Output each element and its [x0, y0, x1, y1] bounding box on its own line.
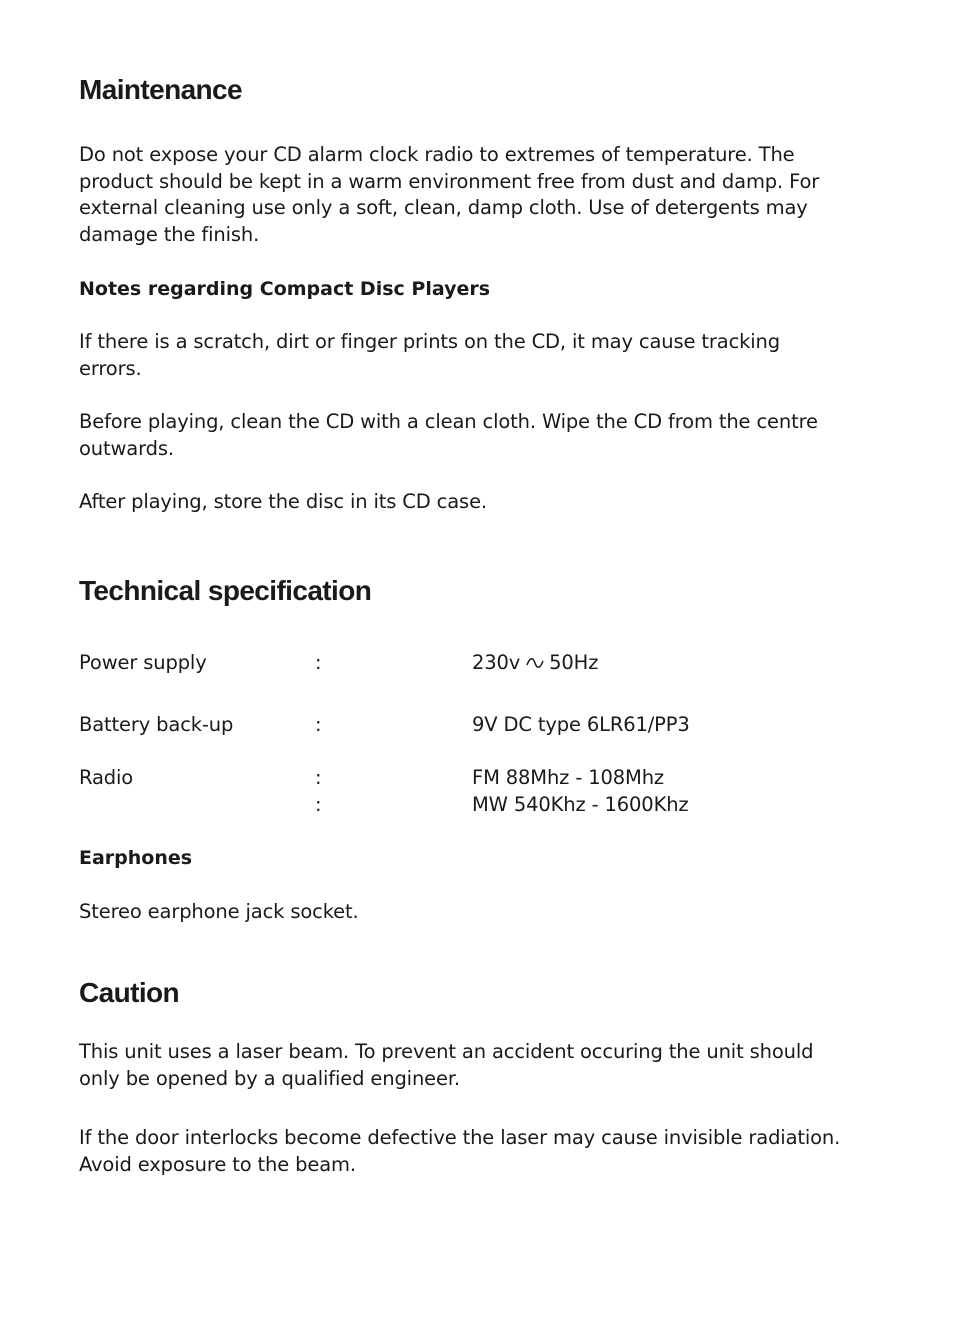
spec-label: Power supply	[79, 651, 207, 674]
text-line: product should be kept in a warm environment free from dust and damp. For	[79, 169, 820, 193]
spec-row-radio-mw	[79, 791, 879, 819]
spec-row-radio-fm	[79, 764, 879, 792]
spec-row-battery-backup	[79, 711, 879, 739]
spec-colon: :	[315, 766, 322, 789]
spec-value-frequency: 50Hz	[549, 651, 599, 674]
spec-value: 9V DC type 6LR61/PP3	[472, 713, 690, 736]
caution-paragraph-2	[79, 1125, 840, 1178]
caution-heading: Caution	[79, 977, 180, 1008]
alternating-current-icon	[525, 656, 545, 670]
text-line: Before playing, clean the CD with a clean cloth. Wipe the CD from the centre	[79, 410, 818, 433]
text-line: This unit uses a laser beam. To prevent an accident occuring the unit should	[79, 1040, 814, 1063]
text-line: damage the finish.	[79, 222, 260, 246]
text-line: outwards.	[79, 436, 174, 460]
spec-value	[472, 649, 598, 677]
spec-value: MW 540Khz - 1600Khz	[472, 793, 689, 816]
spec-row-power-supply	[79, 649, 879, 677]
spec-label: Radio	[79, 766, 134, 789]
spec-label: Battery back-up	[79, 713, 234, 736]
spec-value: FM 88Mhz - 108Mhz	[472, 766, 664, 789]
maintenance-paragraph	[79, 142, 819, 248]
earphones-text	[79, 899, 359, 926]
cd-notes-paragraph-3	[79, 489, 487, 516]
caution-paragraph-1	[79, 1039, 813, 1092]
text-line: Do not expose your CD alarm clock radio to extremes of temperature. The	[79, 143, 795, 166]
text-line: errors.	[79, 356, 142, 380]
maintenance-heading: Maintenance	[79, 74, 242, 105]
text-line: If there is a scratch, dirt or finger prints on the CD, it may cause tracking	[79, 330, 780, 353]
cd-notes-paragraph-2	[79, 409, 818, 462]
text-line: Avoid exposure to the beam.	[79, 1152, 356, 1176]
text-line: After playing, store the disc in its CD case.	[79, 490, 487, 513]
spec-value-voltage: 230v	[472, 651, 521, 674]
earphones-heading: Earphones	[79, 847, 193, 869]
text-line: If the door interlocks become defective the laser may cause invisible radiation.	[79, 1126, 841, 1149]
text-line: Stereo earphone jack socket.	[79, 900, 359, 923]
text-line: external cleaning use only a soft, clean, damp cloth. Use of detergents may	[79, 196, 808, 220]
spec-colon: :	[315, 793, 322, 816]
tech-spec-heading: Technical specification	[79, 575, 372, 606]
cd-notes-heading: Notes regarding Compact Disc Players	[79, 278, 491, 300]
cd-notes-paragraph-1	[79, 329, 780, 382]
text-line: only be opened by a qualified engineer.	[79, 1066, 460, 1090]
spec-colon: :	[315, 651, 322, 674]
spec-colon: :	[315, 713, 322, 736]
